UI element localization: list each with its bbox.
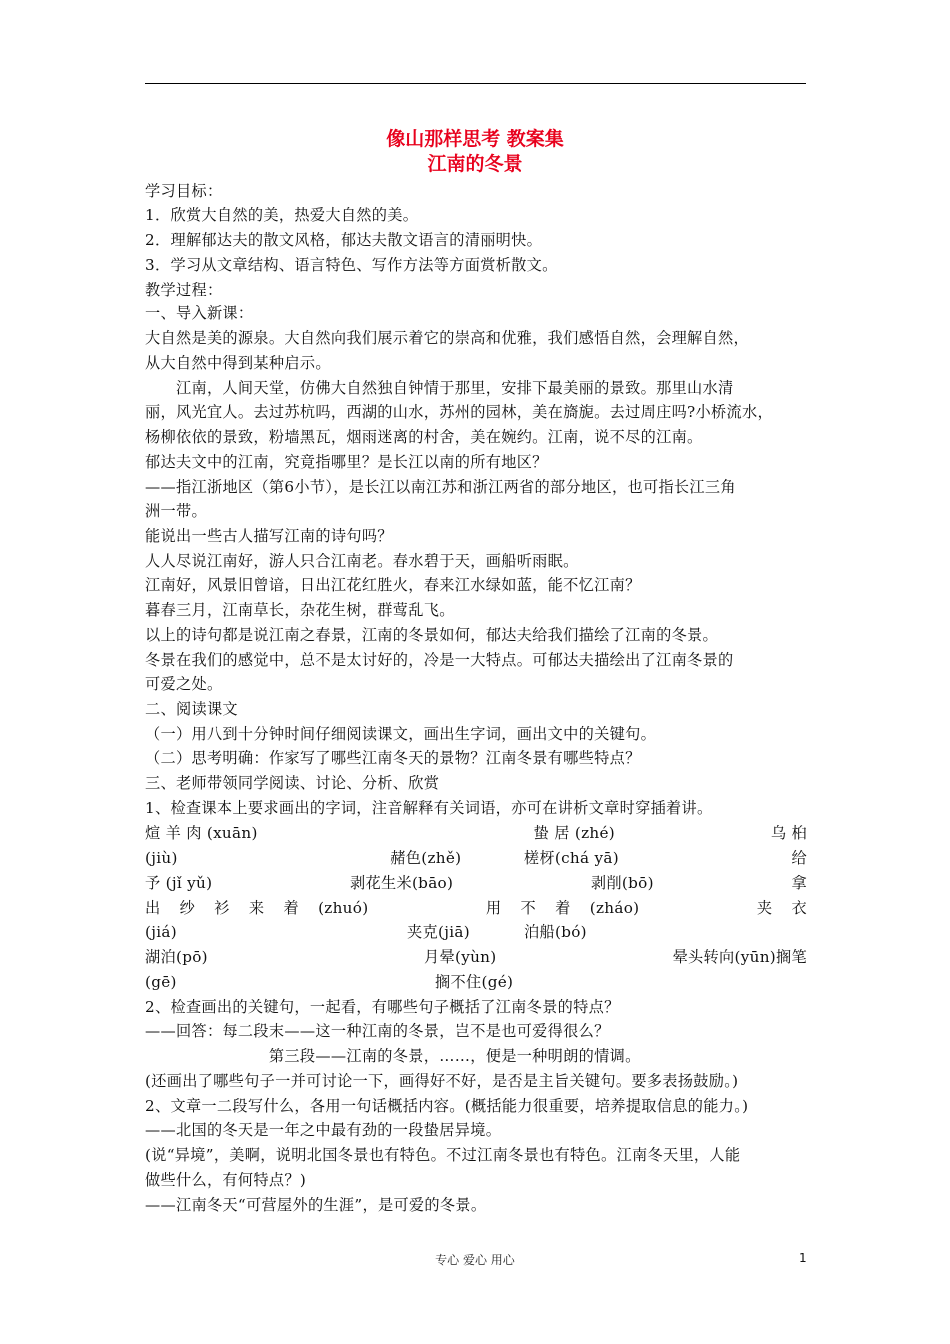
text-line: 可爱之处。 [145,675,223,693]
vocab-item: 搁不住(gé) [435,973,514,991]
text-line: 做些什么，有何特点？) [145,1171,307,1189]
vocab-row [145,823,807,843]
vocab-item: 泊船(bó) [524,923,587,941]
page-number: 1 [799,1251,807,1265]
page-footer: 专心 爱心 用心 [435,1253,515,1267]
text-line: （二）思考明确：作家写了哪些江南冬天的景物？江南冬景有哪些特点？ [145,749,641,767]
text-line: (说“异境”，美啊，说明北国冬景也有特色。不过江南冬景也有特色。江南冬天里，人能 [145,1146,741,1164]
text-line: 二、阅读课文 [145,700,238,718]
text-line: 丽，风光宜人。去过苏杭吗，西湖的山水，苏州的园林，美在旖旎。去过周庄吗?小桥流水， [145,403,773,421]
text-line: 从大自然中得到某种启示。 [145,354,331,372]
text-line: 江南好，风景旧曾谙，日出江花红胜火，春来江水绿如蓝，能不忆江南？ [145,576,641,594]
vocab-item: 赭色(zhě) [390,849,462,867]
vocab-item: 蛰 居 (zhé) [533,824,615,842]
text-line: 一、导入新课： [145,304,254,322]
vocab-item: 予 (jǐ yǔ) [145,874,213,892]
vocab-row [145,922,807,942]
text-line: (还画出了哪些句子一并可讨论一下，画得好不好，是否是主旨关键句。要多表扬鼓励。) [145,1072,739,1090]
doc-subtitle: 江南的冬景 [427,153,523,175]
vocab-item: (jiá) [145,923,177,941]
text-line: 2、检查画出的关键句，一起看，有哪些句子概括了江南冬景的特点？ [145,998,620,1016]
text-line: 第三段——江南的冬景，……，便是一种明朗的情调。 [145,1047,641,1065]
vocab-item: 夹克(jiā) [407,923,470,941]
text-line: ——指江浙地区（第6小节），是长江以南江苏和浙江两省的部分地区，也可指长江三角 [145,478,736,496]
vocab-item: 夹 衣 [756,899,807,917]
vocab-row [145,947,807,967]
vocab-item: 乌 桕 [770,824,807,842]
vocab-row [145,898,807,918]
text-line: 学习目标： [145,182,223,200]
text-line: 2、文章一二段写什么，各用一句话概括内容。(概括能力很重要，培养提取信息的能力。) [145,1097,749,1115]
vocab-item: 月晕(yùn) [424,948,497,966]
text-line: 三、老师带领同学阅读、讨论、分析、欣赏 [145,774,440,792]
doc-title: 像山那样思考 教案集 [386,128,564,150]
vocab-row [145,873,807,893]
vocab-item: 槎枒(chá yā) [523,849,619,867]
vocab-item: 给 [791,849,807,867]
text-line: 以上的诗句都是说江南之春景，江南的冬景如何，郁达夫给我们描绘了江南的冬景。 [145,626,719,644]
text-line: ——回答：每二段末——这一种江南的冬景，岂不是也可爱得很么？ [145,1022,610,1040]
vocab-item: 拿 [791,874,807,892]
vocab-item: 煊 羊 肉 (xuān) [145,824,258,842]
vocab-item: 湖泊(pō) [145,948,208,966]
vocab-item: 剥削(bō) [590,874,654,892]
text-line: ——江南冬天“可营屋外的生涯”，是可爱的冬景。 [145,1196,487,1214]
text-line: 人人尽说江南好，游人只合江南老。春水碧于天，画船听雨眠。 [145,552,579,570]
text-line: 教学过程： [145,281,223,299]
text-line: 大自然是美的源泉。大自然向我们展示着它的崇高和优雅，我们感悟自然，会理解自然， [145,329,750,347]
text-line: （一）用八到十分钟时间仔细阅读课文，画出生字词，画出文中的关键句。 [145,725,657,743]
header-rule [145,83,806,84]
text-line: 1、检查课本上要求画出的字词，注音解释有关词语，亦可在讲析文章时穿插着讲。 [145,799,713,817]
text-line: 能说出一些古人描写江南的诗句吗？ [145,527,393,545]
text-line: 暮春三月，江南草长，杂花生树，群莺乱飞。 [145,601,455,619]
vocab-item: (gē) [145,973,177,991]
vocab-item: 晕头转向(yūn)搁笔 [672,948,807,966]
vocab-item: 出 纱 衫 来 着 (zhuó) [145,899,369,917]
vocab-item: (jiù) [145,849,178,867]
text-line: ——北国的冬天是一年之中最有劲的一段蛰居异境。 [145,1121,502,1139]
vocab-row [145,848,807,868]
text-line: 2．理解郁达夫的散文风格，郁达夫散文语言的清丽明快。 [145,231,543,249]
text-line: 江南，人间天堂，仿佛大自然独自钟情于那里，安排下最美丽的景致。那里山水清 [145,379,734,397]
text-line: 1．欣赏大自然的美，热爱大自然的美。 [145,206,419,224]
text-line: 冬景在我们的感觉中，总不是太讨好的，冷是一大特点。可郁达夫描绘出了江南冬景的 [145,651,734,669]
text-line: 3．学习从文章结构、语言特色、写作方法等方面赏析散文。 [145,256,558,274]
vocab-row [145,972,807,992]
text-line: 洲一带。 [145,502,207,520]
text-line: 杨柳依依的景致，粉墙黑瓦，烟雨迷离的村舍，美在婉约。江南，说不尽的江南。 [145,428,703,446]
vocab-item: 用 不 着 (zháo) [485,899,640,917]
vocab-item: 剥花生米(bāo) [350,874,454,892]
text-line: 郁达夫文中的江南，究竟指哪里？是长江以南的所有地区？ [145,453,548,471]
